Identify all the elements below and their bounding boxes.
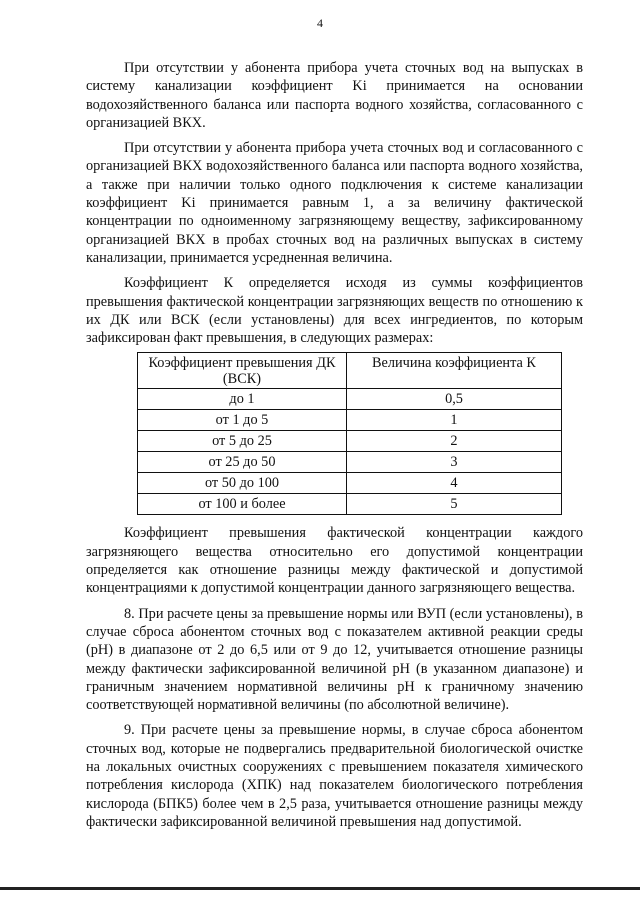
table-row [138, 410, 562, 431]
table-row [138, 494, 562, 515]
table-cell-value: 1 [347, 410, 562, 431]
table-row [138, 431, 562, 452]
table-row [138, 389, 562, 410]
table-cell-range: от 50 до 100 [138, 473, 347, 494]
bottom-divider [0, 887, 640, 890]
table-cell-range: от 100 и более [138, 494, 347, 515]
table-cell-value: 5 [347, 494, 562, 515]
paragraph-no-balance: При отсутствии у абонента прибора учета сточных вод и согласованного с организацией ВКХ водохозяйственного баланса или паспорта водного хозяйства, а также при наличии только одного подключения к системе канализации коэффициент Ki принимается равным 1, а за величину фактической концентрации по одноименному загрязняющему веществу, зафиксированному организацией ВКХ в пробах сточных вод на различных выпусках в систему канализации, принимается усредненная величина. [86, 140, 583, 266]
table-cell-value: 4 [347, 473, 562, 494]
table-header-row [138, 353, 562, 389]
table-cell-range: до 1 [138, 389, 347, 410]
table-header-ratio: Коэффициент превышения ДК (ВСК) [138, 353, 347, 389]
table-cell-range: от 1 до 5 [138, 410, 347, 431]
table-cell-value: 2 [347, 431, 562, 452]
table-row [138, 473, 562, 494]
paragraph-meter-absent: При отсутствии у абонента прибора учета сточных вод на выпусках в систему канализации коэффициент Ki принимается на основании водохозяйственного баланса или паспорта водного хозяйства, согласованного с организацией ВКХ. [86, 60, 583, 131]
paragraph-coefficient-k: Коэффициент К определяется исходя из суммы коэффициентов превышения фактической концентрации загрязняющих веществ по отношению к их ДК или ВСК (если установлены) для всех ингредиентов, по которым зафиксирован факт превышения, в следующих размерах: [86, 275, 583, 347]
table-header-value: Величина коэффициента К [347, 353, 562, 389]
page-number: 4 [317, 16, 323, 30]
paragraph-excess-ratio: Коэффициент превышения фактической концентрации каждого загрязняющего вещества относительно его допустимой концентрации определяется как отношение разницы между фактической и допустимой концентрациями к допустимой концентрации данного загрязняющего вещества. [86, 525, 583, 597]
table-cell-range: от 25 до 50 [138, 452, 347, 473]
table-cell-value: 0,5 [347, 389, 562, 410]
paragraph-item-9: 9. При расчете цены за превышение нормы, в случае сброса абонентом сточных вод, которые не подвергались предварительной биологической очистке на локальных очистных сооружениях с превышением показателя химического потребления кислорода (ХПК) над показателем биологического потребления кислорода (БПК5) более чем в 2,5 раза, учитывается отношение разницы между фактически зафиксированной величиной превышения над допустимой. [86, 722, 583, 830]
table-row [138, 452, 562, 473]
table-cell-range: от 5 до 25 [138, 431, 347, 452]
paragraph-item-8: 8. При расчете цены за превышение нормы или ВУП (если установлены), в случае сброса абонентом сточных вод с показателем активной реакции среды (pH) в диапазоне от 2 до 6,5 или от 9 до 12, учитывается отношение разницы между фактически зафиксированной величиной pH (в указанном диапазоне) и граничным значением нормативной величины pH к граничному значению соответствующей нормативной величины (по абсолютной величине). [86, 605, 583, 714]
table-cell-value: 3 [347, 452, 562, 473]
coefficient-table [137, 352, 562, 515]
document-body [86, 59, 583, 838]
